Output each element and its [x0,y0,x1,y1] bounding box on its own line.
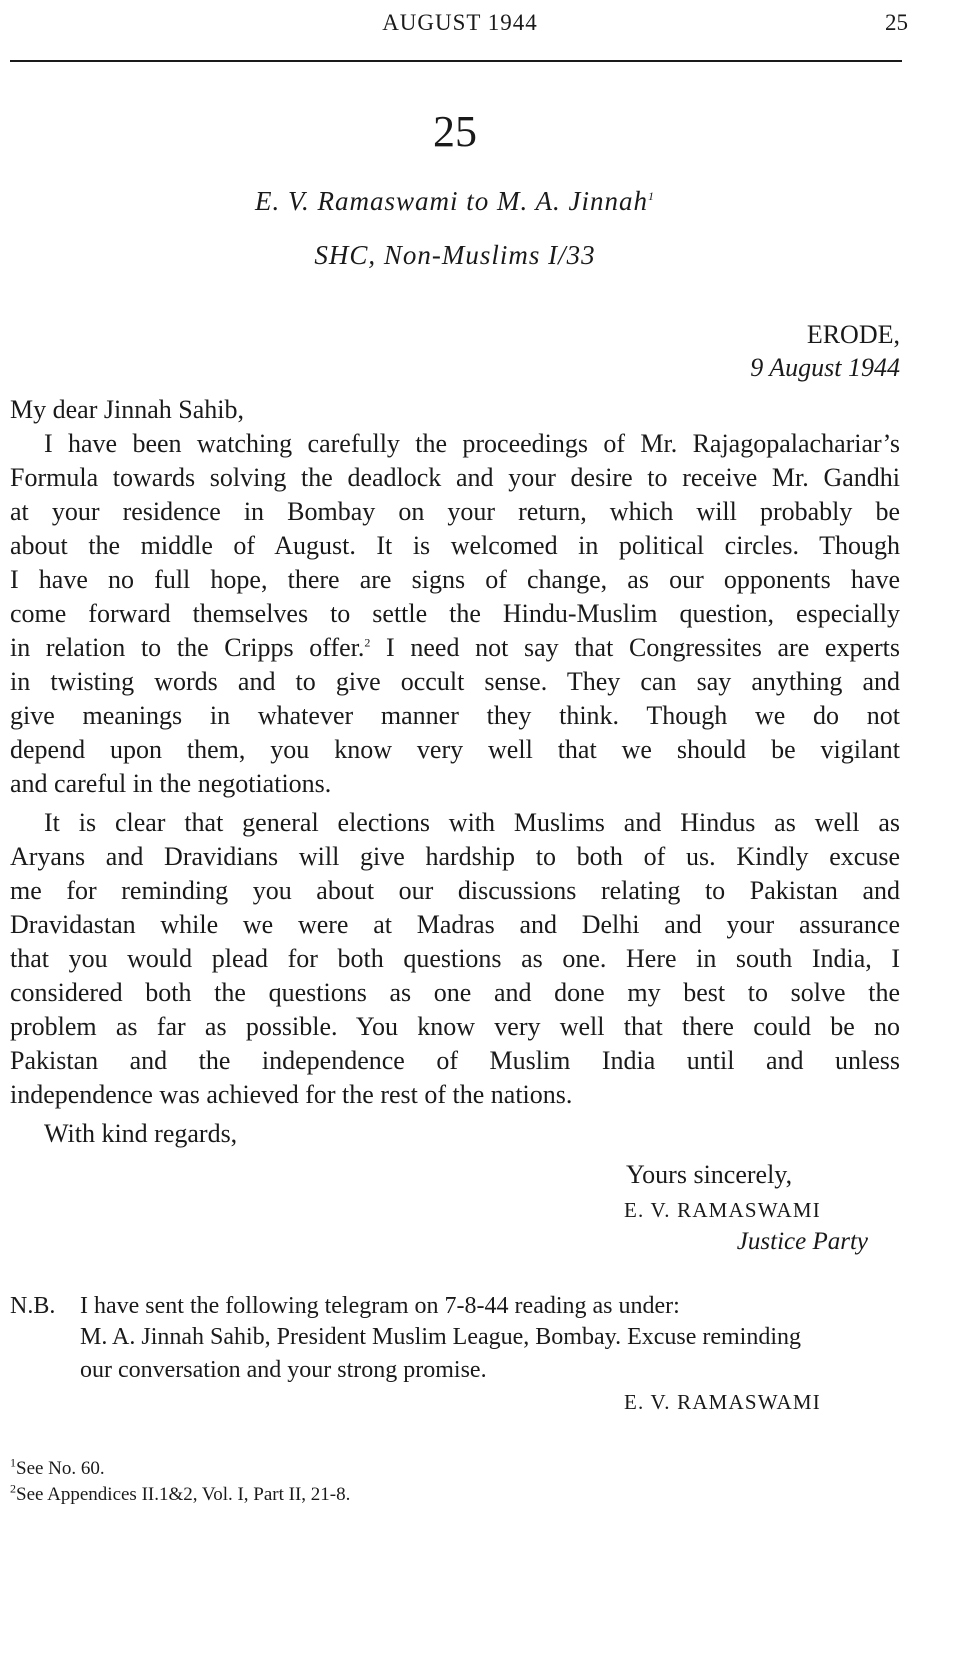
salutation: My dear Jinnah Sahib, [10,395,244,424]
document-title [0,186,910,217]
footnote-marker: 1 [10,1455,16,1470]
paragraph-line: independence was achieved for the rest of the nations. [10,1080,573,1109]
running-title: AUGUST 1944 [382,10,538,35]
paragraph-line: me for reminding you about our discussions relating to Pakistan and [10,876,900,905]
closing: With kind regards, [44,1119,238,1148]
nb-line: our conversation and your strong promise. [80,1357,487,1383]
footnote-ref: 2 [364,635,371,650]
paragraph-segment: in relation to the Cripps offer. [10,633,365,662]
paragraph-line: It is clear that general elections with Muslims and Hindus as well as [44,808,900,837]
paragraph-line: in twisting words and to give occult sense. They can say anything and [10,667,900,696]
footnote-text: See No. 60. [16,1458,105,1479]
nb-signature: E. V. RAMASWAMI [624,1390,821,1414]
paragraph-line: Aryans and Dravidians will give hardship to both of us. Kindly excuse [10,842,900,871]
letter-date: 9 August 1944 [750,353,900,382]
paragraph-line: Dravidastan while we were at Madras and Delhi and your assurance [10,910,900,939]
paragraph-segment: I need not say that Congressites are experts [370,633,900,662]
paragraph-line: depend upon them, you know very well that we should be vigilant [10,735,900,764]
paragraph-line: Formula towards solving the deadlock and your desire to receive Mr. Gandhi [10,463,900,492]
letter-place: ERODE, [806,320,900,349]
nb-label: N.B. [10,1293,56,1319]
nb-line: I have sent the following telegram on 7-8-44 reading as under: [80,1293,680,1319]
document-number: 25 [433,107,477,156]
paragraph-line: come forward themselves to settle the Hindu-Muslim question, especially [10,599,900,628]
sign-off: Yours sincerely, [626,1160,793,1189]
paragraph-line: give meanings in whatever manner they think. Though we do not [10,701,900,730]
title-text: E. V. Ramaswami to M. A. Jinnah [255,186,648,216]
paragraph-line: I have no full hope, there are signs of change, as our opponents have [10,565,900,594]
footnote-ref: 1 [648,189,655,203]
paragraph-line: about the middle of August. It is welcomed in political circles. Though [10,531,900,560]
paragraph-line: Pakistan and the independence of Muslim India until and unless [10,1046,900,1075]
paragraph-line: problem as far as possible. You know very well that there could be no [10,1012,900,1041]
footnote [10,1455,105,1480]
footnote [10,1481,351,1506]
paragraph-line: that you would plead for both questions as one. Here in south India, I [10,944,900,973]
signature-party: Justice Party [736,1228,868,1255]
page-number: 25 [885,10,908,35]
paragraph-line: considered both the questions as one and done my best to solve the [10,978,900,1007]
paragraph-line [10,631,900,665]
header-rule [10,60,902,62]
paragraph-line: I have been watching carefully the proceedings of Mr. Rajagopalachariar’s [44,429,900,458]
paragraph-line: at your residence in Bombay on your return, which will probably be [10,497,900,526]
footnote-marker: 2 [10,1481,16,1496]
signature-name: E. V. RAMASWAMI [624,1198,821,1222]
document-source: SHC, Non-Muslims I/33 [314,240,596,270]
paragraph-line: and careful in the negotiations. [10,769,332,798]
footnote-text: See Appendices II.1&2, Vol. I, Part II, 21-8. [16,1484,351,1505]
nb-line: M. A. Jinnah Sahib, President Muslim League, Bombay. Excuse reminding [80,1324,802,1350]
